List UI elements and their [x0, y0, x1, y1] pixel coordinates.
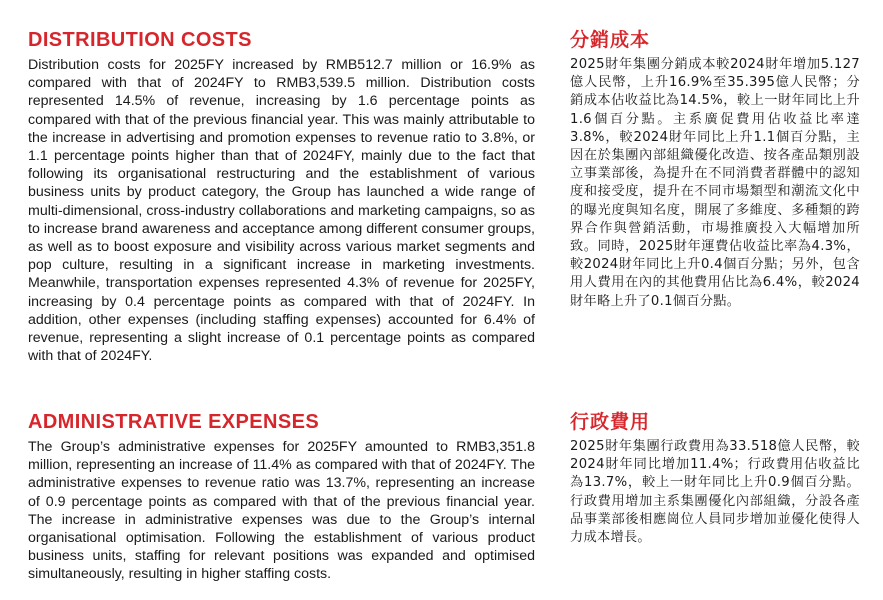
administrative-expenses-heading-zh: 行政費用 — [570, 411, 651, 433]
administrative-expenses-section-en — [28, 410, 535, 584]
distribution-costs-section-zh — [570, 28, 860, 311]
distribution-costs-paragraph-zh: 2025財年集團分銷成本較2024財年增加5.127億人民幣，上升16.9%至35.395億人民幣；分銷成本佔收益比為14.5%，較上一財年同比上升1.6個百分點。主系廣促費用佔收益比率達3.8%，較2024財年同比上升1.1個百分點，主因在於集團內部組織優化改造、按各產品類別設立事業部後，為提升在不同消費者群體中的認知度和接受度，提升在不同市場類型和潮流文化中的曝光度與知名度，開展了多維度、多種類的跨界合作與營銷活動，市場推廣投入大幅增加所致。同時，2025財年運費佔收益比率為4.3%，較2024財年同比上升0.4個百分點；另外，包含用人費用在內的其他費用佔比為6.4%，較2024財年略上升了0.1個百分點。 — [570, 57, 860, 309]
distribution-costs-paragraph: Distribution costs for 2025FY increased by RMB512.7 million or 16.9% as compared with that of 2024FY to RMB3,539.5 million. Distribution costs represented 14.5% of revenue, increasing by 1.6 percentage points as compared with that of the previous financial year. This was mainly attributable to the increase in advertising and promotion expenses to revenue ratio to 3.8%, or 1.1 percentage points higher than that of 2024FY, mainly due to the fact that following its organisational restructuring and the establishment of various business units by product category, the Group has launched a wide range of multi-dimensional, cross-industry collaborations and marketing campaigns, so as to increase brand awareness and acceptance among different consumer groups, as well as to boost exposure and visibility across various market segments and pop culture, resulting in a significant increase in marketing investments. Meanwhile, transportation expenses represented 4.3% of revenue for 2025FY, increasing by 0.4 percentage points as compared with that of 2024FY. In addition, other expenses (including staffing expenses) accounted for 6.4% of revenue, representing a slight increase of 0.1 percentage points as compared with that of 2024FY. — [28, 57, 535, 365]
distribution-costs-section-en — [28, 28, 535, 365]
administrative-expenses-paragraph-zh: 2025財年集團行政費用為33.518億人民幣，較2024財年同比增加11.4%；行政費用佔收益比為13.7%，較上一財年同比上升0.9個百分點。行政費用增加主系集團優化內部組織，分設各產品事業部後相應崗位人員同步增加並優化使得人力成本增長。 — [570, 439, 860, 546]
administrative-expenses-paragraph: The Group’s administrative expenses for 2025FY amounted to RMB3,351.8 million, representing an increase of 11.4% as compared with that of 2024FY. The administrative expenses to revenue ratio was 13.7%, representing an increase of 0.9 percentage points as compared with that of the previous financial year. The increase in administrative expenses was due to the Group’s internal organisational optimisation. Following the establishment of various product business units, staffing for relevant positions was expanded and optimised simultaneously, resulting in higher staffing costs. — [28, 439, 535, 583]
administrative-expenses-heading: ADMINISTRATIVE EXPENSES — [28, 411, 320, 433]
distribution-costs-heading: DISTRIBUTION COSTS — [28, 29, 252, 51]
distribution-costs-heading-zh: 分銷成本 — [570, 29, 651, 51]
administrative-expenses-section-zh — [570, 410, 860, 547]
